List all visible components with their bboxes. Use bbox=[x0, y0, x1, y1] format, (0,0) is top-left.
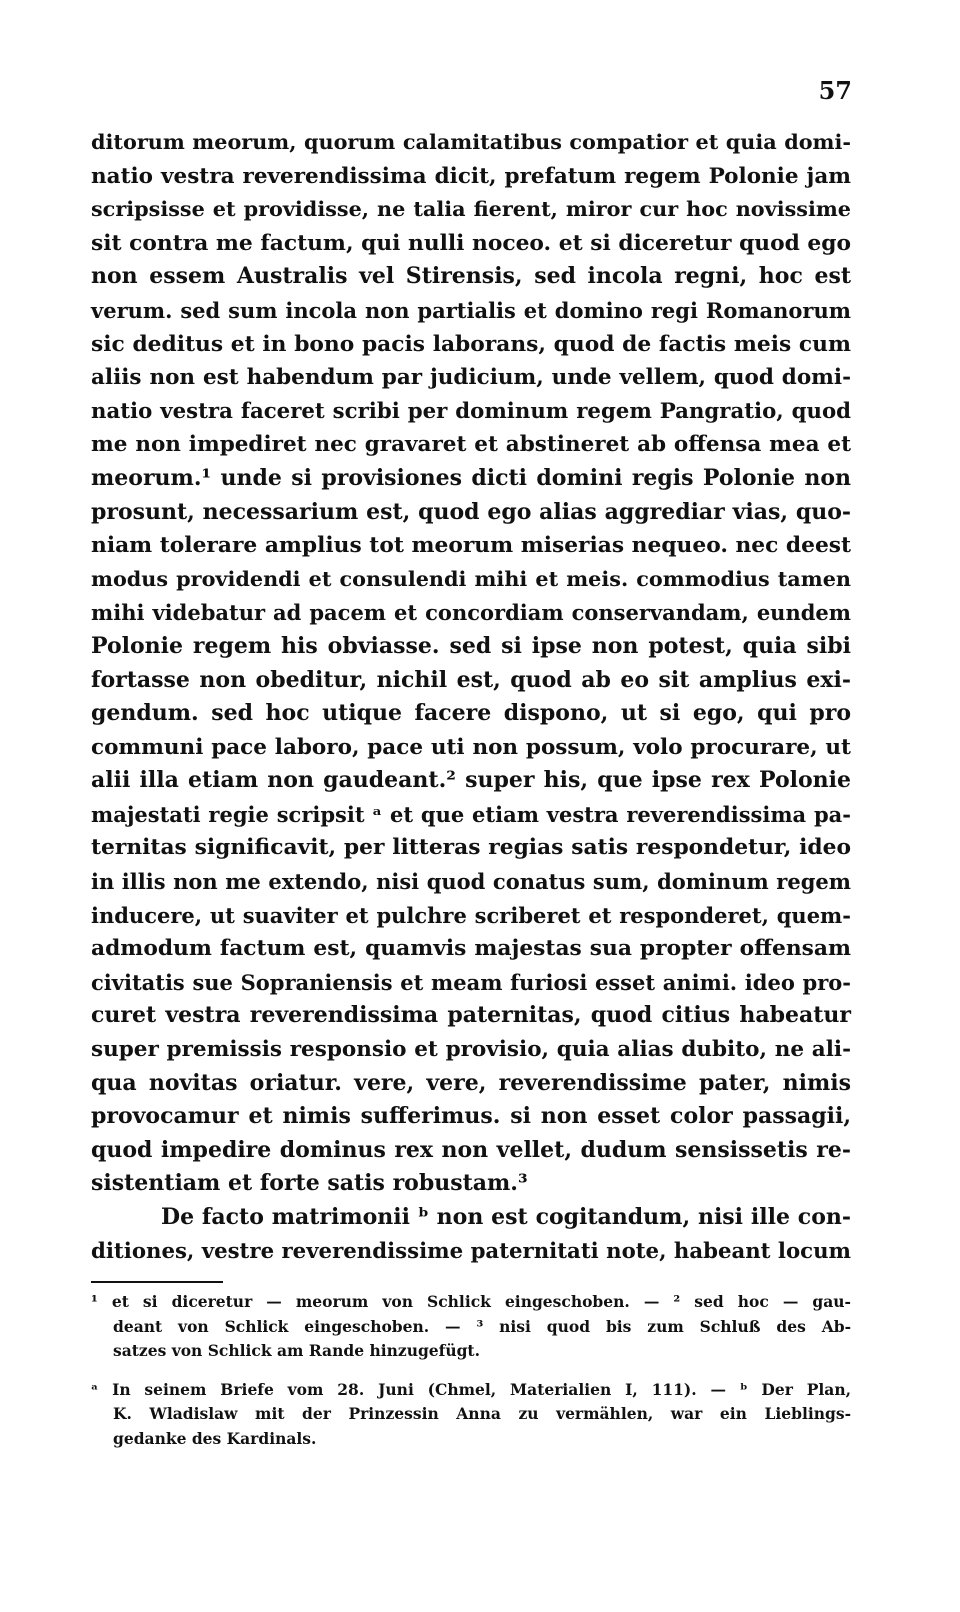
text-line: in illis non me extendo, nisi quod conatus sum, dominum regem bbox=[91, 869, 851, 895]
text-line: prosunt, necessarium est, quod ego alias aggrediar vias, quo- bbox=[91, 498, 851, 525]
text-line: modus providendi et consulendi mihi et meis. commodius tamen bbox=[91, 566, 851, 591]
text-line: civitatis sue Sopraniensis et meam furiosi esset animi. ideo pro- bbox=[91, 969, 851, 995]
paragraph-end-line: sistentiam et forte satis robustam.³ bbox=[91, 1170, 528, 1197]
text-line: me non impediret nec gravaret et abstineret ab offensa mea et bbox=[91, 432, 851, 458]
footnotes bbox=[91, 1290, 851, 1451]
text-line: curet vestra reverendissima paternitas, quod citius habeatur bbox=[91, 1002, 851, 1029]
text-line: sic deditus et in bono pacis laborans, quod de factis meis cum bbox=[91, 331, 851, 357]
text-line: sit contra me factum, qui nulli noceo. et si diceretur quod ego bbox=[91, 230, 851, 256]
footnote-divider bbox=[91, 1281, 223, 1283]
text-line: Polonie regem his obviasse. sed si ipse non potest, quia sibi bbox=[91, 632, 851, 659]
paragraph-start-line: De facto matrimonii ᵇ non est cogitandum, nisi ille con- bbox=[161, 1204, 851, 1230]
text-line: super premissis responsio et provisio, quia alias dubito, ne ali- bbox=[91, 1037, 851, 1063]
text-line: communi pace laboro, pace uti non possum, volo procurare, ut bbox=[91, 734, 851, 760]
footnote-line: ¹ et si diceretur — meorum von Schlick eingeschoben. — ² sed hoc — gau- bbox=[91, 1292, 851, 1311]
footnote-gap bbox=[91, 1364, 851, 1378]
text-line: majestati regie scripsit ᵃ et que etiam vestra reverendissima pa- bbox=[91, 801, 851, 827]
text-line: aliis non est habendum par judicium, unde vellem, quod domi- bbox=[91, 365, 851, 391]
text-line: natio vestra reverendissima dicit, prefatum regem Polonie jam bbox=[91, 163, 851, 189]
footnote-line: deant von Schlick eingeschoben. — ³ nisi quod bis zum Schluß des Ab- bbox=[113, 1316, 851, 1336]
text-line: qua novitas oriatur. vere, vere, reverendissime pater, nimis bbox=[91, 1069, 851, 1096]
text-line: quod impedire dominus rex non vellet, dudum sensissetis re- bbox=[91, 1136, 851, 1163]
footnote-line: ᵃ In seinem Briefe vom 28. Juni (Chmel, Materialien I, 111). — ᵇ Der Plan, bbox=[91, 1379, 851, 1399]
text-line: alii illa etiam non gaudeant.² super his, que ipse rex Polonie bbox=[91, 767, 851, 794]
text-line: verum. sed sum incola non partialis et domino regi Romanorum bbox=[91, 297, 851, 323]
text-line: meorum.¹ unde si provisiones dicti domini regis Polonie non bbox=[91, 464, 851, 491]
main-text bbox=[91, 126, 851, 1268]
text-line: ditorum meorum, quorum calamitatibus compatior et quia domi- bbox=[91, 130, 851, 154]
text-line: provocamur et nimis sufferimus. si non esset color passagii, bbox=[91, 1103, 851, 1130]
footnote-line: satzes von Schlick am Rande hinzugefügt. bbox=[113, 1341, 480, 1360]
footnote-line: gedanke des Kardinals. bbox=[113, 1428, 317, 1448]
text-line: admodum factum est, quamvis majestas sua propter offensam bbox=[91, 936, 851, 962]
text-line: mihi videbatur ad pacem et concordiam conservandam, eundem bbox=[91, 600, 851, 626]
text-line: niam tolerare amplius tot meorum miserias nequeo. nec deest bbox=[91, 533, 852, 559]
text-line: fortasse non obeditur, nichil est, quod ab eo sit amplius exi- bbox=[91, 666, 851, 693]
text-line: natio vestra faceret scribi per dominum regem Pangratio, quod bbox=[91, 398, 851, 424]
footnote-line: K. Wladislaw mit der Prinzessin Anna zu vermählen, war ein Lieblings- bbox=[113, 1404, 851, 1423]
text-line: ditiones, vestre reverendissime paternitati note, habeant locum bbox=[91, 1238, 852, 1264]
page-number: 57 bbox=[818, 76, 852, 105]
text-line: scripsisse et providisse, ne talia fierent, miror cur hoc novissime bbox=[91, 197, 851, 222]
text-line: ternitas significavit, per litteras regias satis respondetur, ideo bbox=[91, 835, 851, 861]
text-line: gendum. sed hoc utique facere dispono, ut si ego, qui pro bbox=[91, 700, 851, 727]
text-line: non essem Australis vel Stirensis, sed incola regni, hoc est bbox=[91, 263, 851, 290]
text-line: inducere, ut suaviter et pulchre scriberet et responderet, quem- bbox=[91, 902, 851, 928]
